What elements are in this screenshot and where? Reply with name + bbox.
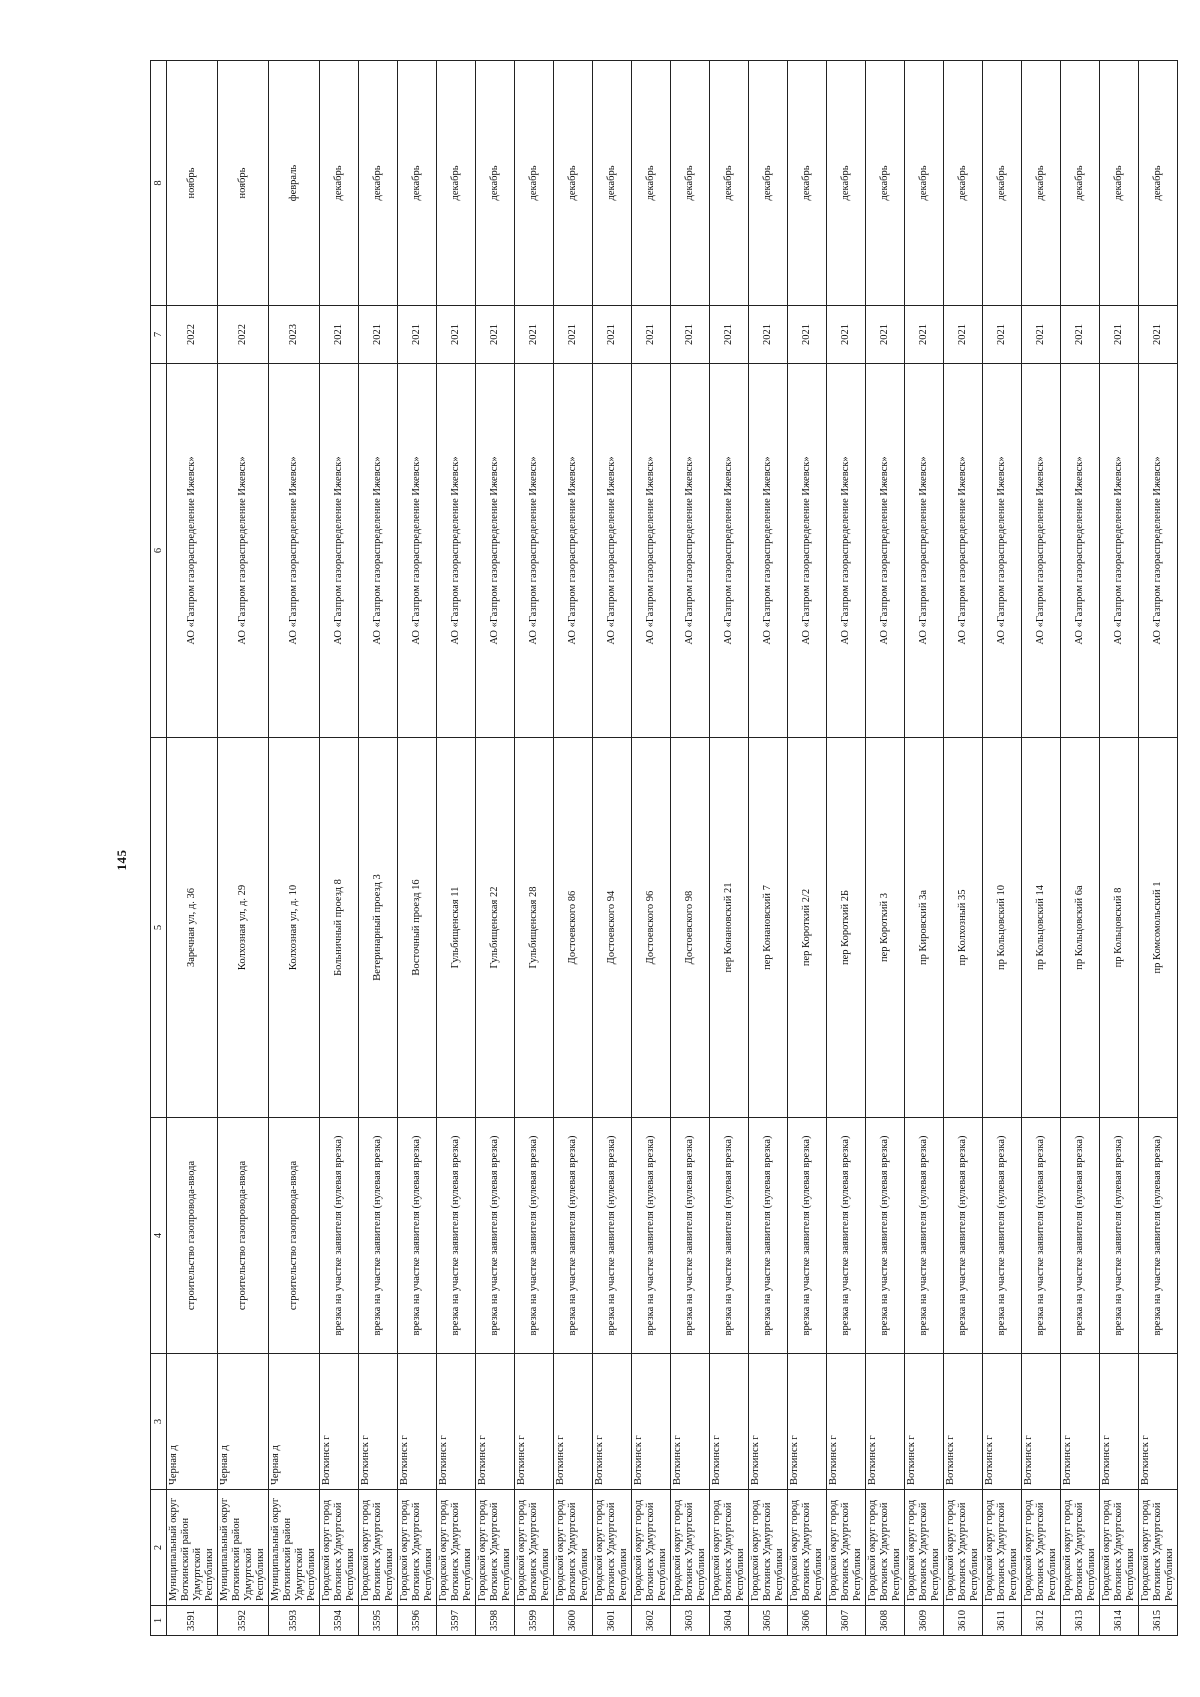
- cell-settlement: Черная д: [269, 1354, 320, 1490]
- cell-address: Ветеринарный проезд 3: [359, 738, 398, 1118]
- cell-municipality: Городской округ город Воткинск Удмуртской Республики: [398, 1490, 437, 1606]
- table-row: [905, 61, 944, 1636]
- table-row: [593, 61, 632, 1636]
- cell-municipality: Городской округ город Воткинск Удмуртской Республики: [866, 1490, 905, 1606]
- cell-organization: АО «Газпром газораспределение Ижевск»: [320, 364, 359, 738]
- cell-address: Достоевского 98: [671, 738, 710, 1118]
- cell-row-number: 3599: [515, 1606, 554, 1636]
- cell-month: декабрь: [359, 61, 398, 306]
- column-header-5: 5: [151, 738, 167, 1118]
- cell-month: декабрь: [593, 61, 632, 306]
- cell-settlement: Воткинск г: [1061, 1354, 1100, 1490]
- table-row: [1061, 61, 1100, 1636]
- cell-year: 2021: [905, 306, 944, 364]
- cell-settlement: Воткинск г: [983, 1354, 1022, 1490]
- cell-work-type: врезка на участке заявителя (нулевая врезка): [398, 1118, 437, 1354]
- table-row: [359, 61, 398, 1636]
- cell-address: пр Кировский 3а: [905, 738, 944, 1118]
- cell-year: 2022: [167, 306, 218, 364]
- cell-address: Достоевского 94: [593, 738, 632, 1118]
- cell-year: 2021: [320, 306, 359, 364]
- cell-settlement: Воткинск г: [359, 1354, 398, 1490]
- cell-settlement: Воткинск г: [788, 1354, 827, 1490]
- cell-organization: АО «Газпром газораспределение Ижевск»: [827, 364, 866, 738]
- cell-year: 2021: [983, 306, 1022, 364]
- table-row: [749, 61, 788, 1636]
- cell-work-type: врезка на участке заявителя (нулевая врезка): [1022, 1118, 1061, 1354]
- cell-row-number: 3595: [359, 1606, 398, 1636]
- cell-municipality: Муниципальный округ Воткинский район Удмуртской Республики: [167, 1490, 218, 1606]
- table-row: [983, 61, 1022, 1636]
- cell-organization: АО «Газпром газораспределение Ижевск»: [905, 364, 944, 738]
- column-header-8: 8: [151, 61, 167, 306]
- cell-work-type: врезка на участке заявителя (нулевая врезка): [359, 1118, 398, 1354]
- cell-month: декабрь: [437, 61, 476, 306]
- cell-month: декабрь: [749, 61, 788, 306]
- cell-year: 2021: [671, 306, 710, 364]
- cell-organization: АО «Газпром газораспределение Ижевск»: [476, 364, 515, 738]
- cell-month: декабрь: [1022, 61, 1061, 306]
- page-number: 145: [114, 849, 129, 871]
- table-row: [398, 61, 437, 1636]
- cell-organization: АО «Газпром газораспределение Ижевск»: [515, 364, 554, 738]
- cell-year: 2021: [866, 306, 905, 364]
- cell-work-type: врезка на участке заявителя (нулевая врезка): [476, 1118, 515, 1354]
- cell-settlement: Воткинск г: [632, 1354, 671, 1490]
- table-row: [671, 61, 710, 1636]
- cell-month: декабрь: [905, 61, 944, 306]
- column-header-4: 4: [151, 1118, 167, 1354]
- cell-row-number: 3601: [593, 1606, 632, 1636]
- cell-work-type: врезка на участке заявителя (нулевая врезка): [554, 1118, 593, 1354]
- cell-row-number: 3604: [710, 1606, 749, 1636]
- table-row: [827, 61, 866, 1636]
- table-row: [515, 61, 554, 1636]
- cell-address: пр Кольцовский 14: [1022, 738, 1061, 1118]
- cell-municipality: Городской округ город Воткинск Удмуртской Республики: [476, 1490, 515, 1606]
- cell-year: 2021: [476, 306, 515, 364]
- cell-row-number: 3611: [983, 1606, 1022, 1636]
- cell-month: декабрь: [710, 61, 749, 306]
- gas-connection-table: [150, 60, 1178, 1636]
- cell-settlement: Воткинск г: [1139, 1354, 1178, 1490]
- table-body: [167, 61, 1178, 1636]
- cell-row-number: 3600: [554, 1606, 593, 1636]
- cell-row-number: 3610: [944, 1606, 983, 1636]
- cell-month: декабрь: [632, 61, 671, 306]
- cell-row-number: 3612: [1022, 1606, 1061, 1636]
- cell-municipality: Муниципальный округ Воткинский район Удмуртской Республики: [269, 1490, 320, 1606]
- cell-settlement: Воткинск г: [554, 1354, 593, 1490]
- cell-settlement: Воткинск г: [437, 1354, 476, 1490]
- cell-work-type: врезка на участке заявителя (нулевая врезка): [1061, 1118, 1100, 1354]
- table-row: [320, 61, 359, 1636]
- cell-municipality: Городской округ город Воткинск Удмуртской Республики: [788, 1490, 827, 1606]
- cell-address: Заречная ул, д. 36: [167, 738, 218, 1118]
- cell-address: Достоевского 86: [554, 738, 593, 1118]
- cell-month: декабрь: [1100, 61, 1139, 306]
- cell-municipality: Городской округ город Воткинск Удмуртской Республики: [632, 1490, 671, 1606]
- cell-municipality: Городской округ город Воткинск Удмуртской Республики: [671, 1490, 710, 1606]
- cell-address: пр Комсомольский 1: [1139, 738, 1178, 1118]
- cell-settlement: Воткинск г: [671, 1354, 710, 1490]
- cell-month: декабрь: [788, 61, 827, 306]
- column-header-1: 1: [151, 1606, 167, 1636]
- cell-municipality: Городской округ город Воткинск Удмуртской Республики: [593, 1490, 632, 1606]
- table-row: [476, 61, 515, 1636]
- cell-year: 2021: [437, 306, 476, 364]
- cell-organization: АО «Газпром газораспределение Ижевск»: [866, 364, 905, 738]
- cell-work-type: врезка на участке заявителя (нулевая врезка): [827, 1118, 866, 1354]
- cell-municipality: Городской округ город Воткинск Удмуртской Республики: [905, 1490, 944, 1606]
- cell-address: Гульбищенская 11: [437, 738, 476, 1118]
- cell-row-number: 3607: [827, 1606, 866, 1636]
- cell-municipality: Городской округ город Воткинск Удмуртской Республики: [749, 1490, 788, 1606]
- cell-settlement: Воткинск г: [398, 1354, 437, 1490]
- cell-organization: АО «Газпром газораспределение Ижевск»: [1100, 364, 1139, 738]
- cell-organization: АО «Газпром газораспределение Ижевск»: [1022, 364, 1061, 738]
- cell-month: декабрь: [866, 61, 905, 306]
- table-row: [1022, 61, 1061, 1636]
- cell-address: пр Кольцовский 8: [1100, 738, 1139, 1118]
- cell-year: 2021: [827, 306, 866, 364]
- cell-year: 2021: [944, 306, 983, 364]
- cell-work-type: строительство газопровода-ввода: [269, 1118, 320, 1354]
- cell-address: Достоевского 96: [632, 738, 671, 1118]
- cell-year: 2021: [632, 306, 671, 364]
- cell-month: февраль: [269, 61, 320, 306]
- cell-organization: АО «Газпром газораспределение Ижевск»: [398, 364, 437, 738]
- cell-municipality: Городской округ город Воткинск Удмуртской Республики: [944, 1490, 983, 1606]
- table-row: [554, 61, 593, 1636]
- cell-year: 2021: [593, 306, 632, 364]
- cell-row-number: 3615: [1139, 1606, 1178, 1636]
- cell-organization: АО «Газпром газораспределение Ижевск»: [437, 364, 476, 738]
- cell-month: декабрь: [320, 61, 359, 306]
- cell-settlement: Черная д: [167, 1354, 218, 1490]
- cell-work-type: строительство газопровода-ввода: [218, 1118, 269, 1354]
- column-header-2: 2: [151, 1490, 167, 1606]
- cell-settlement: Воткинск г: [1100, 1354, 1139, 1490]
- cell-work-type: врезка на участке заявителя (нулевая врезка): [866, 1118, 905, 1354]
- cell-address: пер Короткий 2/2: [788, 738, 827, 1118]
- table-row: [437, 61, 476, 1636]
- cell-municipality: Городской округ город Воткинск Удмуртской Республики: [359, 1490, 398, 1606]
- cell-organization: АО «Газпром газораспределение Ижевск»: [788, 364, 827, 738]
- cell-work-type: врезка на участке заявителя (нулевая врезка): [944, 1118, 983, 1354]
- cell-organization: АО «Газпром газораспределение Ижевск»: [671, 364, 710, 738]
- cell-municipality: Городской округ город Воткинск Удмуртской Республики: [710, 1490, 749, 1606]
- cell-row-number: 3597: [437, 1606, 476, 1636]
- cell-municipality: Городской округ город Воткинск Удмуртской Республики: [1022, 1490, 1061, 1606]
- cell-municipality: Городской округ город Воткинск Удмуртской Республики: [1061, 1490, 1100, 1606]
- cell-row-number: 3614: [1100, 1606, 1139, 1636]
- cell-work-type: врезка на участке заявителя (нулевая врезка): [515, 1118, 554, 1354]
- cell-organization: АО «Газпром газораспределение Ижевск»: [167, 364, 218, 738]
- cell-row-number: 3592: [218, 1606, 269, 1636]
- cell-municipality: Городской округ город Воткинск Удмуртской Республики: [1139, 1490, 1178, 1606]
- cell-municipality: Городской округ город Воткинск Удмуртской Республики: [1100, 1490, 1139, 1606]
- cell-organization: АО «Газпром газораспределение Ижевск»: [218, 364, 269, 738]
- cell-year: 2021: [1022, 306, 1061, 364]
- cell-month: декабрь: [476, 61, 515, 306]
- cell-municipality: Городской округ город Воткинск Удмуртской Республики: [983, 1490, 1022, 1606]
- cell-work-type: врезка на участке заявителя (нулевая врезка): [593, 1118, 632, 1354]
- cell-year: 2021: [1100, 306, 1139, 364]
- cell-address: Колхозная ул, д. 29: [218, 738, 269, 1118]
- cell-work-type: врезка на участке заявителя (нулевая врезка): [1139, 1118, 1178, 1354]
- cell-row-number: 3594: [320, 1606, 359, 1636]
- cell-settlement: Воткинск г: [476, 1354, 515, 1490]
- cell-address: Больничный проезд 8: [320, 738, 359, 1118]
- cell-work-type: врезка на участке заявителя (нулевая врезка): [632, 1118, 671, 1354]
- table-row: [632, 61, 671, 1636]
- cell-year: 2021: [749, 306, 788, 364]
- cell-address: пр Кольцовский 6а: [1061, 738, 1100, 1118]
- cell-row-number: 3598: [476, 1606, 515, 1636]
- cell-year: 2021: [554, 306, 593, 364]
- cell-work-type: врезка на участке заявителя (нулевая врезка): [437, 1118, 476, 1354]
- cell-municipality: Городской округ город Воткинск Удмуртской Республики: [320, 1490, 359, 1606]
- cell-month: декабрь: [398, 61, 437, 306]
- cell-municipality: Городской округ город Воткинск Удмуртской Республики: [515, 1490, 554, 1606]
- table-row: [866, 61, 905, 1636]
- cell-row-number: 3591: [167, 1606, 218, 1636]
- cell-organization: АО «Газпром газораспределение Ижевск»: [944, 364, 983, 738]
- cell-work-type: врезка на участке заявителя (нулевая врезка): [671, 1118, 710, 1354]
- table-row: [710, 61, 749, 1636]
- cell-month: декабрь: [1139, 61, 1178, 306]
- cell-organization: АО «Газпром газораспределение Ижевск»: [749, 364, 788, 738]
- cell-row-number: 3608: [866, 1606, 905, 1636]
- cell-month: ноябрь: [218, 61, 269, 306]
- cell-municipality: Городской округ город Воткинск Удмуртской Республики: [554, 1490, 593, 1606]
- table-row: [1139, 61, 1178, 1636]
- cell-address: Восточный проезд 16: [398, 738, 437, 1118]
- cell-year: 2022: [218, 306, 269, 364]
- cell-year: 2023: [269, 306, 320, 364]
- cell-year: 2021: [359, 306, 398, 364]
- cell-settlement: Воткинск г: [515, 1354, 554, 1490]
- rotated-table-sheet: [150, 61, 1175, 1636]
- table-row: [944, 61, 983, 1636]
- cell-municipality: Городской округ город Воткинск Удмуртской Республики: [827, 1490, 866, 1606]
- cell-settlement: Воткинск г: [1022, 1354, 1061, 1490]
- table-row: [788, 61, 827, 1636]
- cell-work-type: врезка на участке заявителя (нулевая врезка): [905, 1118, 944, 1354]
- cell-year: 2021: [398, 306, 437, 364]
- cell-settlement: Воткинск г: [593, 1354, 632, 1490]
- cell-organization: АО «Газпром газораспределение Ижевск»: [710, 364, 749, 738]
- cell-year: 2021: [1061, 306, 1100, 364]
- cell-address: Колхозная ул, д. 10: [269, 738, 320, 1118]
- column-header-7: 7: [151, 306, 167, 364]
- cell-row-number: 3593: [269, 1606, 320, 1636]
- cell-year: 2021: [788, 306, 827, 364]
- cell-settlement: Воткинск г: [749, 1354, 788, 1490]
- cell-row-number: 3613: [1061, 1606, 1100, 1636]
- table-header: [151, 61, 167, 1636]
- cell-organization: АО «Газпром газораспределение Ижевск»: [983, 364, 1022, 738]
- cell-month: декабрь: [983, 61, 1022, 306]
- cell-organization: АО «Газпром газораспределение Ижевск»: [1139, 364, 1178, 738]
- cell-address: пр Кольцовский 10: [983, 738, 1022, 1118]
- cell-month: декабрь: [515, 61, 554, 306]
- cell-work-type: врезка на участке заявителя (нулевая врезка): [710, 1118, 749, 1354]
- cell-organization: АО «Газпром газораспределение Ижевск»: [632, 364, 671, 738]
- cell-organization: АО «Газпром газораспределение Ижевск»: [1061, 364, 1100, 738]
- cell-row-number: 3602: [632, 1606, 671, 1636]
- cell-address: пер Короткий 2Б: [827, 738, 866, 1118]
- column-header-3: 3: [151, 1354, 167, 1490]
- cell-address: пер Короткий 3: [866, 738, 905, 1118]
- cell-month: декабрь: [827, 61, 866, 306]
- cell-settlement: Черная д: [218, 1354, 269, 1490]
- cell-month: декабрь: [944, 61, 983, 306]
- cell-address: пер Конановский 7: [749, 738, 788, 1118]
- cell-organization: АО «Газпром газораспределение Ижевск»: [359, 364, 398, 738]
- column-header-6: 6: [151, 364, 167, 738]
- table-row: [1100, 61, 1139, 1636]
- cell-month: декабрь: [1061, 61, 1100, 306]
- cell-work-type: врезка на участке заявителя (нулевая врезка): [320, 1118, 359, 1354]
- cell-address: Гульбищенская 28: [515, 738, 554, 1118]
- cell-address: Гульбищенская 22: [476, 738, 515, 1118]
- cell-settlement: Воткинск г: [710, 1354, 749, 1490]
- cell-municipality: Городской округ город Воткинск Удмуртской Республики: [437, 1490, 476, 1606]
- cell-year: 2021: [1139, 306, 1178, 364]
- cell-address: пр Колхозный 35: [944, 738, 983, 1118]
- cell-work-type: строительство газопровода-ввода: [167, 1118, 218, 1354]
- cell-year: 2021: [710, 306, 749, 364]
- cell-settlement: Воткинск г: [320, 1354, 359, 1490]
- cell-work-type: врезка на участке заявителя (нулевая врезка): [788, 1118, 827, 1354]
- cell-organization: АО «Газпром газораспределение Ижевск»: [269, 364, 320, 738]
- cell-row-number: 3596: [398, 1606, 437, 1636]
- cell-month: декабрь: [554, 61, 593, 306]
- cell-organization: АО «Газпром газораспределение Ижевск»: [593, 364, 632, 738]
- cell-organization: АО «Газпром газораспределение Ижевск»: [554, 364, 593, 738]
- cell-row-number: 3606: [788, 1606, 827, 1636]
- cell-settlement: Воткинск г: [866, 1354, 905, 1490]
- cell-month: ноябрь: [167, 61, 218, 306]
- table-row: [218, 61, 269, 1636]
- header-row: [151, 61, 167, 1636]
- cell-year: 2021: [515, 306, 554, 364]
- cell-row-number: 3605: [749, 1606, 788, 1636]
- table-row: [269, 61, 320, 1636]
- cell-settlement: Воткинск г: [905, 1354, 944, 1490]
- cell-row-number: 3609: [905, 1606, 944, 1636]
- cell-month: декабрь: [671, 61, 710, 306]
- cell-municipality: Муниципальный округ Воткинский район Удмуртской Республики: [218, 1490, 269, 1606]
- cell-row-number: 3603: [671, 1606, 710, 1636]
- cell-work-type: врезка на участке заявителя (нулевая врезка): [1100, 1118, 1139, 1354]
- cell-settlement: Воткинск г: [827, 1354, 866, 1490]
- cell-settlement: Воткинск г: [944, 1354, 983, 1490]
- table-row: [167, 61, 218, 1636]
- cell-work-type: врезка на участке заявителя (нулевая врезка): [983, 1118, 1022, 1354]
- cell-address: пер Конановский 21: [710, 738, 749, 1118]
- cell-work-type: врезка на участке заявителя (нулевая врезка): [749, 1118, 788, 1354]
